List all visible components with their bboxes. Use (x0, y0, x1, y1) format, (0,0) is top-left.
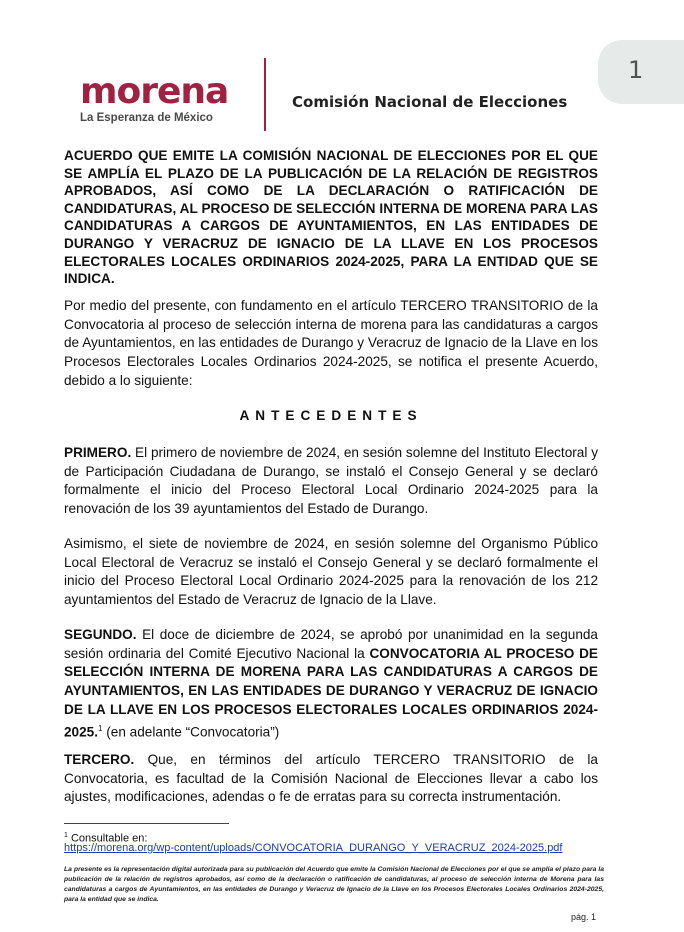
logo-wordmark: morena (80, 71, 229, 112)
footnote-ref[interactable]: 1 (98, 723, 103, 733)
primero-label: PRIMERO. (64, 445, 132, 460)
segundo-paragraph (64, 626, 598, 742)
commission-name: Comisión Nacional de Elecciones (292, 93, 568, 111)
segundo-text: El doce de diciembre de 2024, se aprobó por unanimidad en la segunda sesión ordinaria del Comité Ejecutivo Nacional la (64, 627, 598, 661)
tercero-paragraph (64, 751, 598, 807)
primero-text: El primero de noviembre de 2024, en sesión solemne del Instituto Electoral y de Participación Ciudadana de Durango, se instaló el Consejo General y se declaró formalmente el inicio del Proceso Electoral Local Ordinario 2024-2025 para la renovación de los 39 ayuntamientos del Estado de Durango. (64, 445, 598, 517)
footnote-link[interactable]: https://morena.org/wp-content/uploads/CONVOCATORIA_DURANGO_Y_VERACRUZ_2024-2025.pdf (64, 842, 563, 854)
page-tab-number: 1 (628, 56, 644, 84)
tercero-label: TERCERO. (64, 752, 135, 767)
page-number-tab (598, 40, 684, 104)
segundo-label: SEGUNDO. (64, 627, 137, 642)
segundo-tail: (en adelante “Convocatoria”) (102, 724, 280, 740)
asimismo-paragraph: Asimismo, el siete de noviembre de 2024, en sesión solemne del Organismo Público Local Electoral de Veracruz se instaló el Consejo General y se declaró formalmente el inicio del Proceso Electoral Local Ordinario 2024-2025 para la renovación de los 212 ayuntamientos del Estado de Veracruz de Ignacio de la Llave. (64, 536, 598, 608)
primero-paragraph (64, 444, 598, 519)
logo-tagline: La Esperanza de México (80, 112, 213, 124)
footnote-mark: 1 (64, 832, 68, 839)
morena-logo (80, 73, 250, 125)
header-divider (264, 58, 266, 131)
tercero-text: Que, en términos del artículo TERCERO TRANSITORIO de la Convocatoria, es facultad de la Comisión Nacional de Elecciones llevar a cabo los ajustes, modificaciones, adendas o fe de erratas para su correcta instrumentación. (64, 752, 598, 805)
legal-notice: La presente es la representación digital autorizada para su publicación del Acuerdo que emite la Comisión Nacional de Elecciones por el que se amplía el plazo para la publicación de la relación de registros aprobados, así como de la declaración o ratificación de candidaturas, al proceso de selección interna de Morena para las candidaturas a cargos de Ayuntamientos, en las entidades de Durango y Veracruz de Ignacio de la Llave en los Procesos Electorales Locales Ordinarios 2024-2025, para la entidad que se indica. (64, 866, 604, 903)
intro-paragraph: Por medio del presente, con fundamento en el artículo TERCERO TRANSITORIO de la Convocatoria al proceso de selección interna de morena para las candidaturas a cargos de Ayuntamientos, en las entidades de Durango y Veracruz de Ignacio de la Llave en los Procesos Electorales Locales Ordinarios 2024-2025, se notifica el presente Acuerdo, debido a lo siguiente: (64, 298, 598, 388)
antecedentes-heading: ANTECEDENTES (239, 408, 423, 423)
page-footer-number: pág. 1 (571, 912, 597, 922)
convocatoria-title: CONVOCATORIA AL PROCESO DE SELECCIÓN INTERNA DE MORENA PARA LAS CANDIDATURAS A CARGOS DE AYUNTAMIENTOS, EN LAS ENTIDADES DE DURANGO Y VERACRUZ DE IGNACIO DE LA LLAVE EN LOS PROCESOS ELECTORALES LOCALES ORDINARIOS 2024-2025. (64, 645, 599, 740)
footnote-text: Consultable en: (67, 832, 148, 845)
footnote-divider (64, 823, 229, 824)
document-title: ACUERDO QUE EMITE LA COMISIÓN NACIONAL DE ELECCIONES POR EL QUE SE AMPLÍA EL PLAZO DE LA PUBLICACIÓN DE LA RELACIÓN DE REGISTROS APROBADOS, ASÍ COMO DE LA DECLARACIÓN O RATIFICACIÓN DE CANDIDATURAS, AL PROCESO DE SELECCIÓN INTERNA DE MORENA PARA LAS CANDIDATURAS A CARGOS DE AYUNTAMIENTOS, EN LAS ENTIDADES DE DURANGO Y VERACRUZ DE IGNACIO DE LA LLAVE EN LOS PROCESOS ELECTORALES LOCALES ORDINARIOS 2024-2025, PARA LA ENTIDAD QUE SE INDICA. (64, 148, 598, 287)
